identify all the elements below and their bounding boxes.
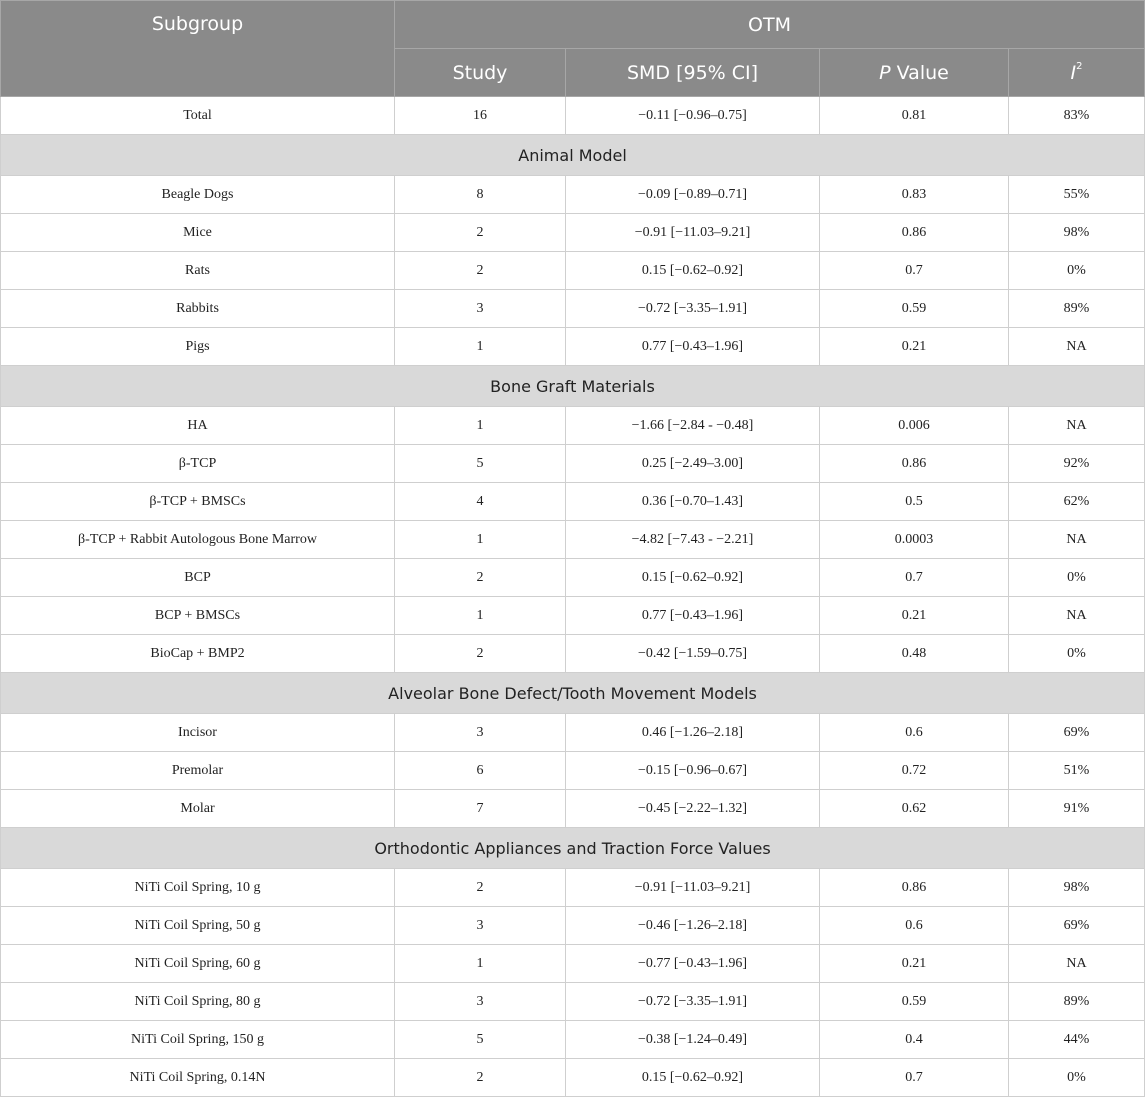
table-row <box>1 597 1145 635</box>
cell-smd: −0.91 [−11.03–9.21] <box>566 869 820 907</box>
cell-study: 6 <box>395 752 566 790</box>
cell-p: 0.6 <box>820 907 1009 945</box>
cell-label: HA <box>1 407 395 445</box>
cell-smd: −0.09 [−0.89–0.71] <box>566 176 820 214</box>
cell-i2: 83% <box>1009 97 1145 135</box>
cell-study: 3 <box>395 907 566 945</box>
cell-label: Rats <box>1 252 395 290</box>
cell-study: 3 <box>395 714 566 752</box>
cell-label: NiTi Coil Spring, 150 g <box>1 1021 395 1059</box>
cell-i2: 0% <box>1009 635 1145 673</box>
cell-p: 0.5 <box>820 483 1009 521</box>
table-row <box>1 559 1145 597</box>
section-row <box>1 366 1145 407</box>
cell-study: 2 <box>395 635 566 673</box>
cell-p: 0.86 <box>820 214 1009 252</box>
header-p-value <box>820 49 1009 97</box>
table-row <box>1 328 1145 366</box>
cell-study: 2 <box>395 869 566 907</box>
cell-label: NiTi Coil Spring, 0.14N <box>1 1059 395 1097</box>
cell-smd: 0.36 [−0.70–1.43] <box>566 483 820 521</box>
cell-i2: NA <box>1009 521 1145 559</box>
table-row <box>1 907 1145 945</box>
cell-label: NiTi Coil Spring, 50 g <box>1 907 395 945</box>
cell-p: 0.72 <box>820 752 1009 790</box>
p-rest: Value <box>890 61 949 84</box>
cell-i2: NA <box>1009 945 1145 983</box>
cell-i2: 51% <box>1009 752 1145 790</box>
cell-i2: 55% <box>1009 176 1145 214</box>
cell-i2: 89% <box>1009 290 1145 328</box>
header-subgroup: Subgroup <box>1 1 395 97</box>
cell-i2: 44% <box>1009 1021 1145 1059</box>
cell-study: 1 <box>395 945 566 983</box>
table-row <box>1 1021 1145 1059</box>
table-row <box>1 635 1145 673</box>
cell-label: BCP + BMSCs <box>1 597 395 635</box>
cell-p: 0.21 <box>820 945 1009 983</box>
cell-i2: 89% <box>1009 983 1145 1021</box>
table-row <box>1 252 1145 290</box>
cell-label: Premolar <box>1 752 395 790</box>
table-row <box>1 407 1145 445</box>
cell-p: 0.0003 <box>820 521 1009 559</box>
cell-i2: 0% <box>1009 252 1145 290</box>
table-row <box>1 521 1145 559</box>
table-header <box>1 1 1145 97</box>
table-row <box>1 290 1145 328</box>
table-row <box>1 214 1145 252</box>
cell-p: 0.48 <box>820 635 1009 673</box>
cell-label: Incisor <box>1 714 395 752</box>
cell-smd: 0.46 [−1.26–2.18] <box>566 714 820 752</box>
cell-study: 1 <box>395 597 566 635</box>
cell-p: 0.62 <box>820 790 1009 828</box>
table-row <box>1 714 1145 752</box>
cell-label: NiTi Coil Spring, 80 g <box>1 983 395 1021</box>
cell-smd: −4.82 [−7.43 - −2.21] <box>566 521 820 559</box>
cell-label: β-TCP <box>1 445 395 483</box>
cell-smd: −0.91 [−11.03–9.21] <box>566 214 820 252</box>
cell-study: 3 <box>395 290 566 328</box>
cell-study: 4 <box>395 483 566 521</box>
cell-i2: 62% <box>1009 483 1145 521</box>
cell-label: Mice <box>1 214 395 252</box>
cell-p: 0.81 <box>820 97 1009 135</box>
cell-label: Pigs <box>1 328 395 366</box>
cell-i2: 69% <box>1009 714 1145 752</box>
cell-smd: −0.46 [−1.26–2.18] <box>566 907 820 945</box>
cell-study: 16 <box>395 97 566 135</box>
cell-study: 3 <box>395 983 566 1021</box>
header-smd: SMD [95% CI] <box>566 49 820 97</box>
cell-p: 0.6 <box>820 714 1009 752</box>
cell-label: Beagle Dogs <box>1 176 395 214</box>
cell-p: 0.7 <box>820 559 1009 597</box>
cell-i2: 91% <box>1009 790 1145 828</box>
table-row <box>1 790 1145 828</box>
cell-smd: 0.77 [−0.43–1.96] <box>566 328 820 366</box>
cell-label: β-TCP + BMSCs <box>1 483 395 521</box>
cell-label: β-TCP + Rabbit Autologous Bone Marrow <box>1 521 395 559</box>
cell-smd: −1.66 [−2.84 - −0.48] <box>566 407 820 445</box>
header-study: Study <box>395 49 566 97</box>
cell-smd: 0.15 [−0.62–0.92] <box>566 252 820 290</box>
cell-smd: 0.15 [−0.62–0.92] <box>566 559 820 597</box>
cell-p: 0.006 <box>820 407 1009 445</box>
table-row <box>1 483 1145 521</box>
cell-smd: −0.72 [−3.35–1.91] <box>566 290 820 328</box>
cell-study: 5 <box>395 1021 566 1059</box>
cell-smd: −0.77 [−0.43–1.96] <box>566 945 820 983</box>
section-title: Bone Graft Materials <box>1 366 1145 407</box>
cell-i2: NA <box>1009 328 1145 366</box>
cell-study: 1 <box>395 328 566 366</box>
cell-study: 1 <box>395 407 566 445</box>
header-i2 <box>1009 49 1145 97</box>
cell-smd: 0.77 [−0.43–1.96] <box>566 597 820 635</box>
section-row <box>1 673 1145 714</box>
section-row <box>1 828 1145 869</box>
cell-smd: −0.38 [−1.24–0.49] <box>566 1021 820 1059</box>
cell-smd: −0.45 [−2.22–1.32] <box>566 790 820 828</box>
cell-p: 0.7 <box>820 252 1009 290</box>
cell-p: 0.86 <box>820 445 1009 483</box>
cell-p: 0.7 <box>820 1059 1009 1097</box>
table-row <box>1 945 1145 983</box>
cell-label: Molar <box>1 790 395 828</box>
table-row <box>1 869 1145 907</box>
p-italic: P <box>879 61 891 84</box>
cell-i2: 0% <box>1009 559 1145 597</box>
cell-i2: NA <box>1009 407 1145 445</box>
cell-smd: −0.42 [−1.59–0.75] <box>566 635 820 673</box>
table-row <box>1 752 1145 790</box>
cell-smd: 0.15 [−0.62–0.92] <box>566 1059 820 1097</box>
cell-p: 0.86 <box>820 869 1009 907</box>
section-title: Alveolar Bone Defect/Tooth Movement Models <box>1 673 1145 714</box>
cell-i2: 92% <box>1009 445 1145 483</box>
i-italic: I <box>1070 61 1077 84</box>
cell-p: 0.59 <box>820 290 1009 328</box>
cell-label: NiTi Coil Spring, 10 g <box>1 869 395 907</box>
cell-smd: 0.25 [−2.49–3.00] <box>566 445 820 483</box>
cell-i2: 0% <box>1009 1059 1145 1097</box>
cell-i2: 98% <box>1009 214 1145 252</box>
cell-p: 0.4 <box>820 1021 1009 1059</box>
cell-study: 2 <box>395 559 566 597</box>
cell-smd: −0.15 [−0.96–0.67] <box>566 752 820 790</box>
cell-study: 8 <box>395 176 566 214</box>
table-row <box>1 445 1145 483</box>
cell-i2: NA <box>1009 597 1145 635</box>
table-row <box>1 176 1145 214</box>
cell-study: 2 <box>395 252 566 290</box>
table-row <box>1 983 1145 1021</box>
cell-smd: −0.11 [−0.96–0.75] <box>566 97 820 135</box>
table-row <box>1 1059 1145 1097</box>
i-superscript: 2 <box>1076 61 1083 73</box>
cell-label: Total <box>1 97 395 135</box>
section-row <box>1 135 1145 176</box>
cell-p: 0.21 <box>820 328 1009 366</box>
table-row-total <box>1 97 1145 135</box>
cell-p: 0.59 <box>820 983 1009 1021</box>
cell-study: 2 <box>395 1059 566 1097</box>
cell-i2: 69% <box>1009 907 1145 945</box>
cell-label: BioCap + BMP2 <box>1 635 395 673</box>
cell-label: BCP <box>1 559 395 597</box>
cell-i2: 98% <box>1009 869 1145 907</box>
cell-p: 0.21 <box>820 597 1009 635</box>
section-title: Animal Model <box>1 135 1145 176</box>
cell-label: NiTi Coil Spring, 60 g <box>1 945 395 983</box>
cell-study: 5 <box>395 445 566 483</box>
cell-study: 1 <box>395 521 566 559</box>
section-title: Orthodontic Appliances and Traction Force Values <box>1 828 1145 869</box>
table-body <box>1 97 1145 1097</box>
header-otm: OTM <box>395 1 1145 49</box>
cell-smd: −0.72 [−3.35–1.91] <box>566 983 820 1021</box>
cell-study: 2 <box>395 214 566 252</box>
cell-study: 7 <box>395 790 566 828</box>
cell-p: 0.83 <box>820 176 1009 214</box>
cell-label: Rabbits <box>1 290 395 328</box>
